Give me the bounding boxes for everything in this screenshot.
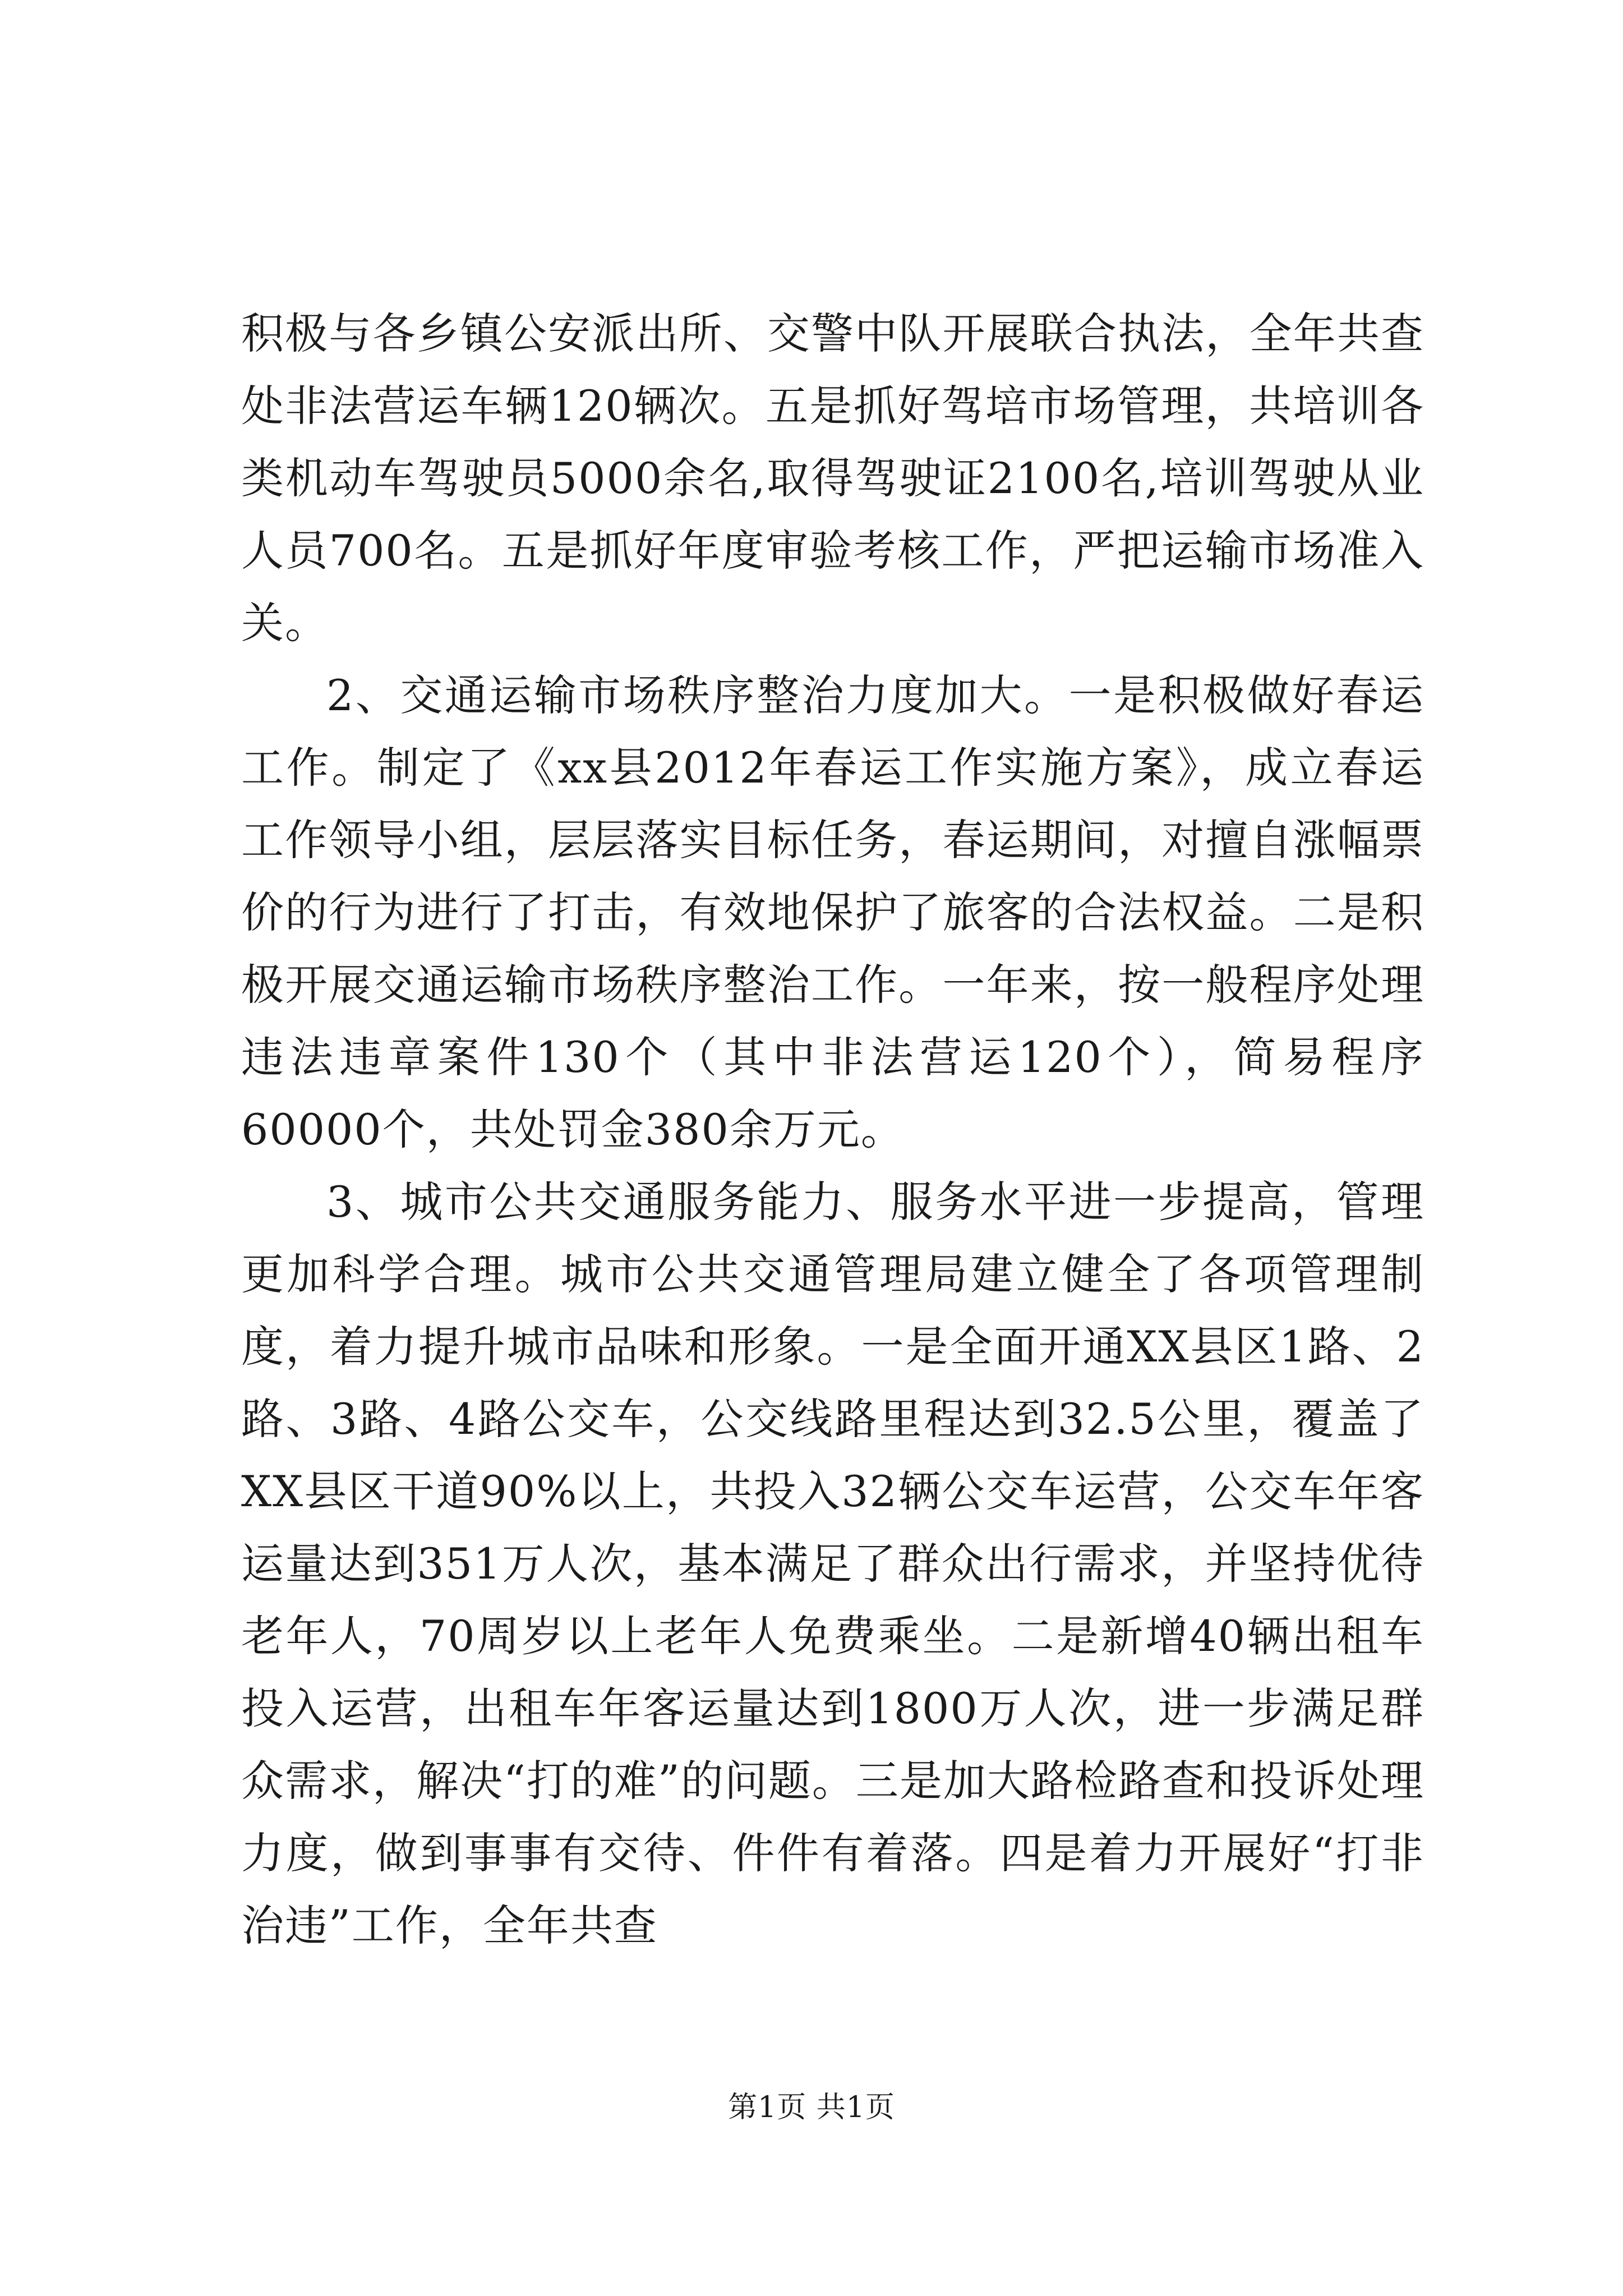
document-body: [241, 297, 1424, 1962]
paragraph-3: 3、城市公共交通服务能力、服务水平进一步提高，管理更加科学合理。城市公共交通管理局建立健全了各项管理制度，着力提升城市品味和形象。一是全面开通XX县区1路、2路、3路、4路公交车，公交线路里程达到32.5公里，覆盖了XX县区干道90%以上，共投入32辆公交车运营，公交车年客运量达到351万人次，基本满足了群众出行需求，并坚持优待老年人，70周岁以上老年人免费乘坐。二是新增40辆出租车投入运营，出租车年客运量达到1800万人次，进一步满足群众需求，解决“打的难”的问题。三是加大路检路查和投诉处理力度，做到事事有交待、件件有着落。四是着力开展好“打非治违”工作，全年共查: [241, 1177, 1424, 1950]
paragraph-2: 2、交通运输市场秩序整治力度加大。一是积极做好春运工作。制定了《xx县2012年春运工作实施方案》，成立春运工作领导小组，层层落实目标任务，春运期间，对擅自涨幅票价的行为进行了打击，有效地保护了旅客的合法权益。二是积极开展交通运输市场秩序整治工作。一年来，按一般程序处理违法违章案件130个（其中非法营运120个），简易程序60000个，共处罚金380余万元。: [241, 670, 1424, 1154]
page-footer: 第1页 共1页: [728, 2091, 895, 2124]
paragraph-1: 积极与各乡镇公安派出所、交警中队开展联合执法，全年共查处非法营运车辆120辆次。五是抓好驾培市场管理，共培训各类机动车驾驶员5000余名,取得驾驶证2100名,培训驾驶从业人员700名。五是抓好年度审验考核工作，严把运输市场准入关。: [241, 309, 1424, 648]
